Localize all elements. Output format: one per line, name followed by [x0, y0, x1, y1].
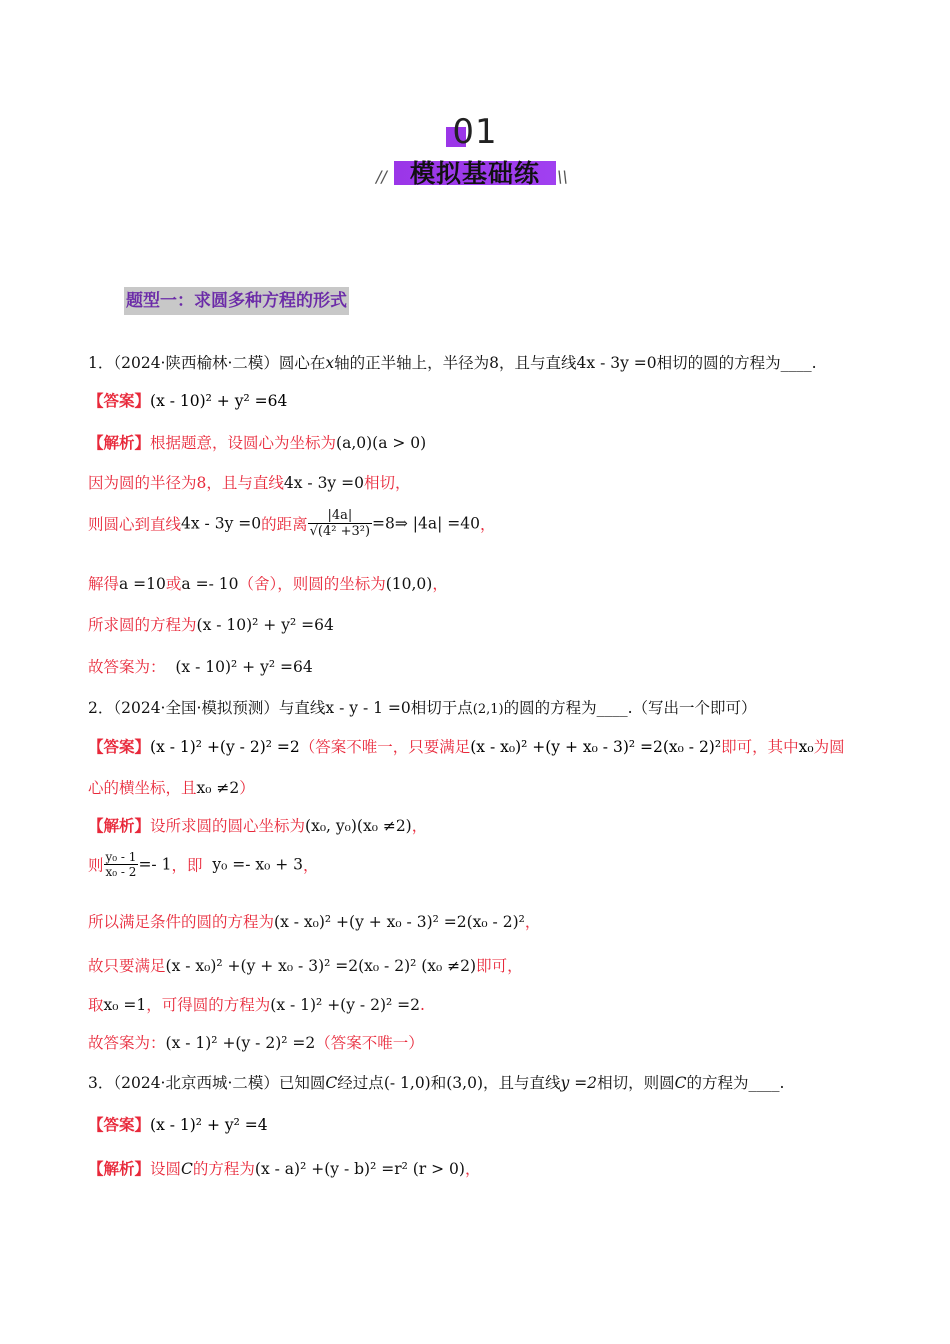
q3-c1-math: (x - a)² +(y - b)² =r² (r > 0): [254, 1160, 465, 1178]
q2-analysis-line-3: [88, 910, 540, 932]
q1-a1-text: 根据题意，设圆心为坐标为: [150, 434, 337, 452]
q3-stem-c-2: C: [674, 1074, 687, 1092]
q2-b2-text: 则: [88, 856, 104, 875]
q1-a4-math-3: (10,0): [385, 575, 433, 593]
q1-a6-text: 故答案为：: [88, 658, 166, 676]
q2-answer-condition: (x - x₀)² +(y + x₀ - 3)² =2(x₀ - 2)²: [470, 738, 722, 756]
q2-b6-math: (x - 1)² +(y - 2)² =2: [165, 1034, 316, 1052]
q2-b5-math-2: (x - 1)² +(y - 2)² =2: [270, 996, 420, 1014]
chapter-number: 01: [452, 112, 498, 152]
q1-a4-text: 解得: [88, 575, 120, 593]
q2-stem-text: 2．（2024·全国·模拟预测）与直线: [88, 699, 326, 717]
q1-a1-math: (a,0)(a > 0): [336, 434, 427, 452]
q1-a5-math: (x - 10)² + y² =64: [196, 616, 334, 634]
q3-stem-and: 和: [430, 1074, 447, 1092]
q1-analysis-line-3: [88, 508, 496, 539]
fraction-denominator: √(4² +3²): [309, 524, 371, 539]
q2-answer-line2-end: ）: [239, 779, 255, 797]
q1-stem-line: 4x - 3y =0: [576, 354, 657, 372]
q3-stem-text: 3．（2024·北京西城·二模）已知圆: [88, 1074, 326, 1092]
q2-b3-end: ，: [524, 913, 541, 931]
q2-b2-result: =- 1: [138, 855, 172, 874]
q2-answer-x0: x₀: [798, 738, 814, 756]
q2-b3-math: (x - x₀)² +(y + x₀ - 3)² =2(x₀ - 2)²: [274, 913, 525, 931]
q1-a2-end: 相切，: [363, 474, 411, 492]
q2-answer-note-2: 即可，其中: [721, 738, 799, 756]
q2-stem-line: x - y - 1 =0: [325, 699, 411, 717]
answer-tag: 【答案】: [88, 1115, 151, 1134]
q1-a3-mid: 的距离: [261, 515, 308, 534]
analysis-tag: 【解析】: [88, 816, 151, 835]
q3-stem-mid-2: ，且与直线: [483, 1074, 561, 1092]
q1-a5-text: 所求圆的方程为: [88, 616, 197, 634]
q3-stem-mid: 经过点: [337, 1074, 384, 1092]
q3-c1-c: C: [181, 1160, 193, 1178]
q2-b2-end: ，: [303, 856, 319, 875]
answer-tag: 【答案】: [88, 391, 151, 410]
q2-answer-line2-text: 心的横坐标，且: [88, 779, 197, 797]
q2-b2-mid: ，即: [171, 856, 203, 875]
q1-a4-end: ，: [432, 575, 448, 593]
q2-final-answer: [88, 1031, 424, 1053]
q1-analysis-line-1: [88, 431, 426, 453]
q3-stem-line: y =2: [560, 1074, 598, 1092]
q2-answer-note-3: 为圆: [813, 738, 845, 756]
q3-c1-end: ，: [464, 1160, 481, 1178]
slash-right-decoration: \\: [557, 167, 568, 186]
q1-a6-math: (x - 10)² + y² =64: [175, 658, 313, 676]
q2-b1-text: 设所求圆的圆心坐标为: [150, 817, 306, 835]
q2-b6-text: 故答案为：: [88, 1034, 166, 1052]
q1-a3-end: ，: [480, 515, 496, 534]
page-title: 模拟基础练: [409, 159, 540, 188]
q2-analysis-line-4: [88, 954, 523, 976]
q2-b6-note: （答案不唯一）: [315, 1034, 424, 1052]
q2-stem: [88, 696, 757, 718]
q2-stem-mid: 相切于点: [410, 699, 473, 717]
q1-answer-formula: (x - 10)² + y² =64: [150, 392, 288, 410]
q1-stem: [88, 351, 817, 373]
q1-a3-text: 则圆心到直线: [88, 515, 182, 534]
q1-stem-end: 相切的圆的方程为____.: [656, 354, 817, 372]
analysis-tag: 【解析】: [88, 433, 151, 452]
q1-a4-or: 或: [165, 575, 182, 593]
q1-analysis-line-2: [88, 471, 410, 493]
fraction-numerator: y₀ - 1: [105, 850, 137, 864]
q1-a4-math-1: a =10: [119, 575, 166, 593]
q2-analysis-line-5: [88, 993, 425, 1015]
q1-distance-fraction: [308, 508, 372, 539]
q2-b4-end: 即可，: [476, 957, 523, 975]
q3-answer: [88, 1113, 268, 1135]
q3-answer-formula: (x - 1)² + y² =4: [150, 1116, 268, 1134]
q2-stem-end: 的圆的方程为____.（写出一个即可）: [503, 699, 757, 717]
q2-b1-math: (x₀, y₀)(x₀ ≠2): [305, 817, 412, 835]
q1-answer: [88, 389, 287, 411]
q1-a2-math: 4x - 3y =0: [283, 474, 364, 492]
q2-answer-note-1: （答案不唯一，只要满足: [299, 738, 471, 756]
analysis-tag: 【解析】: [88, 1159, 151, 1178]
q3-stem-end: 的方程为____.: [686, 1074, 785, 1092]
q2-b2-equation: y₀ =- x₀ + 3: [212, 855, 304, 874]
q3-stem-point-1: (- 1,0): [383, 1074, 431, 1092]
q2-b4-math: (x - x₀)² +(y + x₀ - 3)² =2(x₀ - 2)² (x₀ ≠2): [165, 957, 477, 975]
q2-answer-formula: (x - 1)² +(y - 2)² =2: [150, 738, 300, 756]
q1-a2-text: 因为圆的半径为8，且与直线: [88, 474, 284, 492]
q2-answer: [88, 735, 845, 757]
q2-b1-end: ，: [411, 817, 428, 835]
q3-stem: [88, 1071, 784, 1093]
q2-b5-end: .: [419, 996, 425, 1014]
q2-stem-point: (2,1): [472, 702, 504, 717]
q2-b5-math-1: x₀ =1: [103, 996, 147, 1014]
q1-analysis-line-4: [88, 572, 448, 594]
q3-analysis-line-1: [88, 1157, 480, 1179]
section-title: 题型一：求圆多种方程的形式: [124, 287, 349, 315]
q1-a3-result: =8⇒ |4a| =40: [372, 514, 480, 533]
q1-a4-math-2: a =- 10: [181, 575, 239, 593]
q1-stem-text: 1．（2024·陕西榆林·二模）圆心在: [88, 354, 326, 372]
q3-c1-mid: 的方程为: [192, 1160, 255, 1178]
q2-answer-line-2: [88, 776, 255, 798]
q2-slope-fraction: [104, 850, 139, 879]
fraction-numerator: |4a|: [308, 508, 372, 524]
q2-answer-line2-math: x₀ ≠2: [196, 779, 240, 797]
fraction-denominator: x₀ - 2: [105, 865, 137, 879]
q1-analysis-line-5: [88, 613, 334, 635]
q1-a3-math: 4x - 3y =0: [181, 514, 262, 533]
slash-left-decoration: //: [376, 167, 387, 186]
q3-stem-mid-3: 相切，则圆: [597, 1074, 675, 1092]
q2-b5-mid: ，可得圆的方程为: [146, 996, 271, 1014]
q3-stem-c: C: [325, 1074, 338, 1092]
q2-b4-text: 故只要满足: [88, 957, 166, 975]
q2-analysis-line-2: [88, 850, 319, 879]
q1-final-answer: [88, 655, 313, 677]
q1-a4-mid: （舍），则圆的坐标为: [238, 575, 386, 593]
q1-stem-mid: 轴的正半轴上，半径为8，且与直线: [334, 354, 577, 372]
q2-b3-text: 所以满足条件的圆的方程为: [88, 913, 275, 931]
q3-stem-point-2: (3,0): [446, 1074, 483, 1092]
answer-tag: 【答案】: [88, 737, 151, 756]
q3-c1-text: 设圆: [150, 1160, 182, 1178]
q1-stem-var: x: [325, 354, 335, 372]
q2-b5-text: 取: [88, 996, 104, 1014]
q2-analysis-line-1: [88, 814, 427, 836]
